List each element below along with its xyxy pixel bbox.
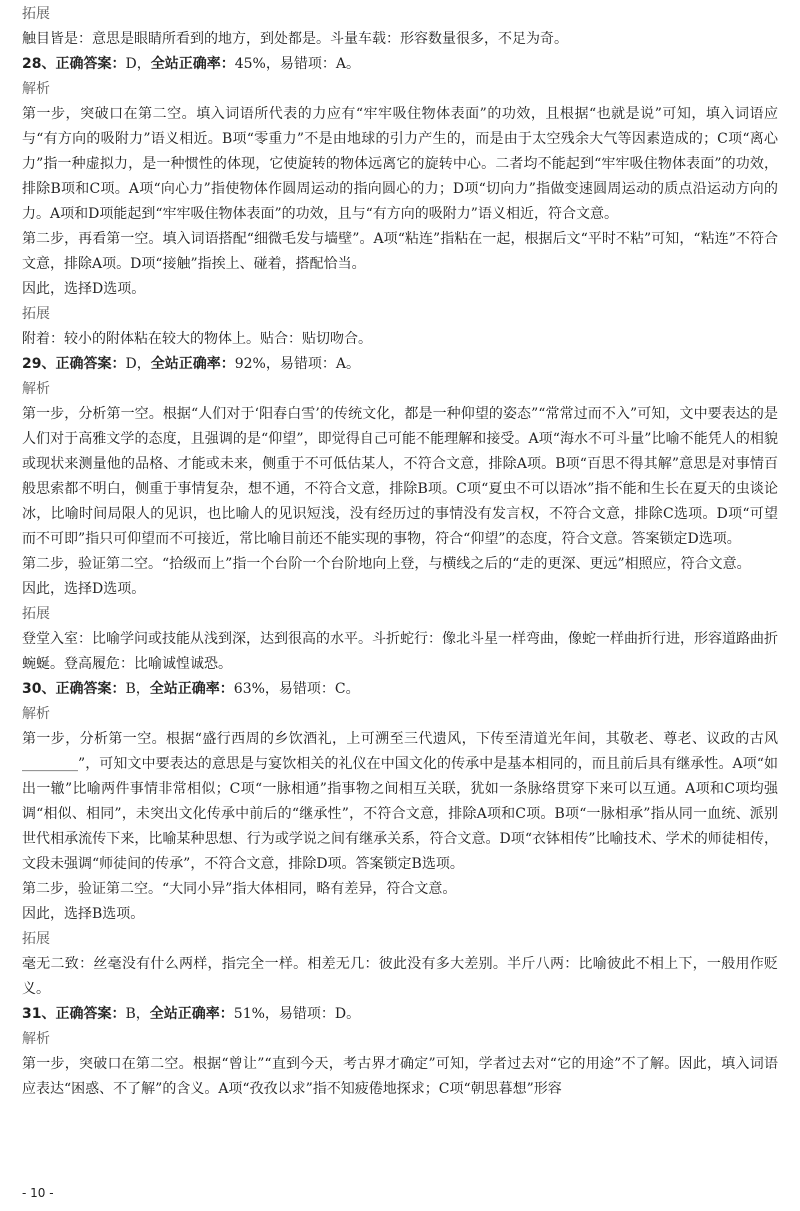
- expand-text: 触目皆是：意思是眼睛所看到的地方，到处都是。斗量车载：形容数量很多，不足为奇。: [22, 31, 568, 47]
- expand-text: 附着：较小的附体粘在较大的物体上。贴合：贴切吻合。: [22, 331, 372, 347]
- rate-value: 45%，: [234, 56, 280, 72]
- expand-heading: 拓展: [22, 606, 50, 622]
- answer-value: D，: [125, 356, 151, 372]
- expand-text: 毫无二致：丝毫没有什么两样，指完全一样。相差无几：彼此没有多大差别。半斤八两：比喻彼此不相上下，一般用作贬义。: [22, 956, 778, 997]
- answer-line-29: [22, 352, 778, 377]
- rate-label: 全站正确率：: [149, 1006, 234, 1022]
- analysis-step-2: 第二步，验证第二空。“大同小异”指大体相同，略有差异，符合文意。: [22, 881, 457, 897]
- question-number: 30、: [22, 681, 56, 697]
- rate-value: 51%，: [233, 1006, 279, 1022]
- wrong-value: A。: [335, 56, 360, 72]
- answer-label: 正确答案：: [55, 56, 126, 72]
- wrong-label: 易错项：: [278, 1006, 335, 1022]
- wrong-value: D。: [334, 1006, 361, 1022]
- answer-value: D，: [125, 56, 151, 72]
- analysis-step-2: 第二步，验证第二空。“拾级而上”指一个台阶一个台阶地向上登，与横线之后的“走的更深、更远”相照应，符合文意。: [22, 556, 751, 572]
- analysis-step-1: 第一步，分析第一空。根据“盛行西周的乡饮酒礼，上可溯至三代遗风，下传至清道光年间，其敬老、尊老、议政的古风________”，可知文中要表达的意思是与宴饮相关的礼仪在中国文化的传承中是基本相同的，而且前后具有继承性。A项“如出一辙”比喻两件事情非常相似；C项“一脉相通”指事物之间相互关联，犹如一条脉络贯穿下来可以互通。A项和C项均强调“相似、相同”，未突出文化传承中前后的“继承性”，不符合文意，排除A项和C项。B项“一脉相承”指从同一血统、派别世代相承流传下来，比喻某种思想、行为或学说之间有继承关系，符合文意。D项“衣钵相传”比喻技术、学术的师徒相传，文段未强调“师徒间的传承”，不符合文意，排除D项。答案锁定B选项。: [22, 731, 779, 872]
- question-number: 31、: [22, 1006, 56, 1022]
- rate-label: 全站正确率：: [150, 56, 235, 72]
- expand-heading: 拓展: [22, 931, 50, 947]
- answer-value: B，: [125, 1006, 150, 1022]
- analysis-step-1: 第一步，突破口在第二空。填入词语所代表的力应有“牢牢吸住物体表面”的功效，且根据“也就是说”可知，填入词语应与“有方向的吸附力”语义相近。B项“零重力”不是由地球的引力产生的，而是由于太空残余大气等因素造成的；C项“离心力”指一种虚拟力，是一种惯性的体现，它使旋转的物体远离它的旋转中心。二者均不能起到“牢牢吸住物体表面”的功效，排除B项和C项。A项“向心力”指使物体作圆周运动的指向圆心的力；D项“切向力”指做变速圆周运动的质点沿运动方向的力。A项和D项能起到“牢牢吸住物体表面”的功效，且与“有方向的吸附力”语义相近，符合文意。: [22, 106, 778, 222]
- answer-line-31: [22, 1002, 778, 1027]
- analysis-heading: 解析: [22, 381, 50, 397]
- rate-label: 全站正确率：: [149, 681, 234, 697]
- answer-line-28: [22, 52, 778, 77]
- rate-value: 63%，: [233, 681, 279, 697]
- expand-heading: 拓展: [22, 6, 50, 22]
- wrong-value: A。: [335, 356, 360, 372]
- analysis-heading: 解析: [22, 81, 50, 97]
- question-number: 28、: [22, 56, 56, 72]
- answer-label: 正确答案：: [55, 356, 126, 372]
- rate-label: 全站正确率：: [150, 356, 235, 372]
- answer-value: B，: [125, 681, 150, 697]
- conclusion: 因此，选择B选项。: [22, 906, 145, 922]
- wrong-label: 易错项：: [278, 681, 335, 697]
- wrong-value: C。: [334, 681, 360, 697]
- page-number: - 10 -: [22, 1186, 54, 1200]
- expand-heading: 拓展: [22, 306, 50, 322]
- rate-value: 92%，: [234, 356, 280, 372]
- conclusion: 因此，选择D选项。: [22, 281, 146, 297]
- wrong-label: 易错项：: [279, 56, 336, 72]
- expand-text: 登堂入室：比喻学问或技能从浅到深，达到很高的水平。斗折蛇行：像北斗星一样弯曲，像蛇一样曲折行进，形容道路曲折蜿蜒。登高履危：比喻诚惶诚恐。: [22, 631, 778, 672]
- conclusion: 因此，选择D选项。: [22, 581, 146, 597]
- wrong-label: 易错项：: [279, 356, 336, 372]
- analysis-step-2: 第二步，再看第一空。填入词语搭配“细微毛发与墙壁”。A项“粘连”指粘在一起，根据后文“平时不粘”可知，“粘连”不符合文意，排除A项。D项“接触”指挨上、碰着，搭配恰当。: [22, 231, 778, 272]
- answer-label: 正确答案：: [55, 1006, 126, 1022]
- question-number: 29、: [22, 356, 56, 372]
- analysis-step-1: 第一步，突破口在第二空。根据“曾让”“直到今天，考古界才确定”可知，学者过去对“它的用途”不了解。因此，填入词语应表达“困惑、不了解”的含义。A项“孜孜以求”指不知疲倦地探求；C项“朝思暮想”形容: [22, 1056, 778, 1097]
- analysis-heading: 解析: [22, 706, 50, 722]
- answer-label: 正确答案：: [55, 681, 126, 697]
- answer-line-30: [22, 677, 778, 702]
- analysis-step-1: 第一步，分析第一空。根据“人们对于‘阳春白雪’的传统文化，都是一种仰望的姿态”“常常过而不入”可知，文中要表达的是人们对于高雅文学的态度，且强调的是“仰望”，即觉得自己可能不能理解和接受。A项“海水不可斗量”比喻不能凭人的相貌或现状来测量他的品格、才能或未来，侧重于不可低估某人，不符合文意，排除A项。B项“百思不得其解”意思是对事情百般思索都不明白，侧重于事情复杂，想不通，不符合文意，排除B项。C项“夏虫不可以语冰”指不能和生长在夏天的虫谈论冰，比喻时间局限人的见识，也比喻人的见识短浅，没有经历过的事情没有发言权，不符合文意，排除C选项。D项“可望而不可即”指只可仰望而不可接近，常比喻目前还不能实现的事物，符合“仰望”的态度，符合文意。答案锁定D选项。: [22, 406, 778, 547]
- analysis-heading: 解析: [22, 1031, 50, 1047]
